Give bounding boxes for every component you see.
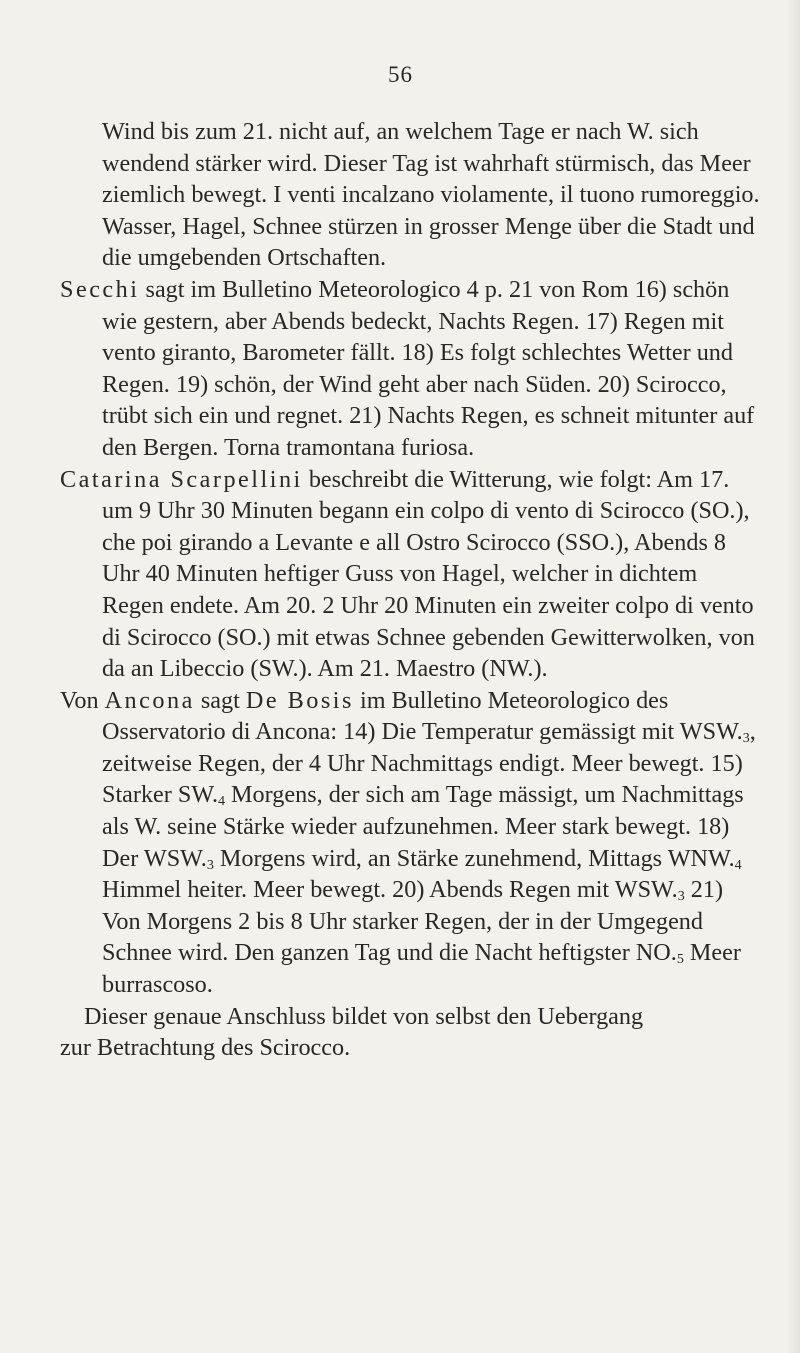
wind-force-sub: 5 <box>676 952 684 968</box>
ancona-t1: im Bulletino Meteorologico des Osservatorio di Ancona: 14) Die Temperatur gemässigt mit WSW. <box>102 686 743 746</box>
ancona-t4: Morgens wird, an Stärke zunehmend, Mittags WNW. <box>213 844 735 872</box>
paragraph-ancona <box>60 685 760 1001</box>
author-secchi: Secchi <box>60 275 140 303</box>
wind-force-sub: 4 <box>734 857 742 873</box>
closing-line-1: Dieser genaue Anschluss bildet von selbst den Uebergang <box>84 1002 644 1030</box>
page-number: 56 <box>388 62 413 87</box>
paragraph-wind: Wind bis zum 21. nicht auf, an welchem Tage er nach W. sich wendend stärker wird. Dieser Tag ist wahrhaft stürmisch, das Meer ziemlich bewegt. I venti incalzano violamente, il tuono rumoreggio. Wasser, Hagel, Schnee stürzen in grosser Menge über die Stadt und die umgebenden Ortschaften. <box>102 118 760 272</box>
page-edge <box>786 0 800 1353</box>
catarina-text: beschreibt die Witterung, wie folgt: Am 17. um 9 Uhr 30 Minuten begann ein colpo di vento di Scirocco (SO.), che poi girando a Levante e all Ostro Scirocco (SSO.), Abends 8 Uhr 40 Minuten heftiger Guss von Hagel, welcher in dichtem Regen endete. Am 20. 2 Uhr 20 Minuten ein zweiter colpo di vento di Scirocco (SO.) mit etwas Schnee gebenden Gewitterwolken, von da an Libeccio (SW.). Am 21. Maestro (NW.). <box>102 465 755 683</box>
ancona-t6: 21) Von Morgens 2 bis 8 Uhr starker Regen, der in der Umgegend Schnee wird. Den ganzen Tag und die Nacht heftigster NO. <box>102 876 723 967</box>
ancona-t7: Meer burrascoso. <box>102 939 741 999</box>
closing-line-2: zur Betrachtung des Scirocco. <box>60 1034 351 1062</box>
ancona-sagt: sagt <box>194 686 246 714</box>
author-catarina: Catarina Scarpellini <box>60 465 303 493</box>
paragraph-closing <box>60 1001 760 1064</box>
paragraph-secchi <box>60 274 760 464</box>
wind-force-sub: 3 <box>742 731 750 747</box>
body-text <box>60 116 760 1064</box>
ancona-t3: Morgens, der sich am Tage mässigt, um Nachmittags als W. seine Stärke wieder aufzunehmen. Meer stark bewegt. 18) Der WSW. <box>102 781 744 872</box>
author-debosis: De Bosis <box>245 686 354 714</box>
wind-force-sub: 3 <box>206 857 214 873</box>
ancona-von: Von <box>60 686 105 714</box>
place-ancona: Ancona <box>104 686 195 714</box>
wind-force-sub: 4 <box>218 794 225 810</box>
wind-force-sub: 3 <box>677 889 685 905</box>
ancona-t2: , zeitweise Regen, der 4 Uhr Nachmittags endigt. Meer bewegt. 15) Starker SW. <box>102 718 756 809</box>
paragraph-catarina <box>60 464 760 685</box>
ancona-t5: Himmel heiter. Meer bewegt. 20) Abends Regen mit WSW. <box>102 876 678 904</box>
secchi-text: sagt im Bulletino Meteorologico 4 p. 21 von Rom 16) schön wie gestern, aber Abends bedeckt, Nachts Regen. 17) Regen mit vento giranto, Barometer fällt. 18) Es folgt schlechtes Wetter und Regen. 19) schön, der Wind geht aber nach Süden. 20) Scirocco, trübt sich ein und regnet. 21) Nachts Regen, es schneit mitunter auf den Bergen. Torna tramontana furiosa. <box>102 275 755 461</box>
